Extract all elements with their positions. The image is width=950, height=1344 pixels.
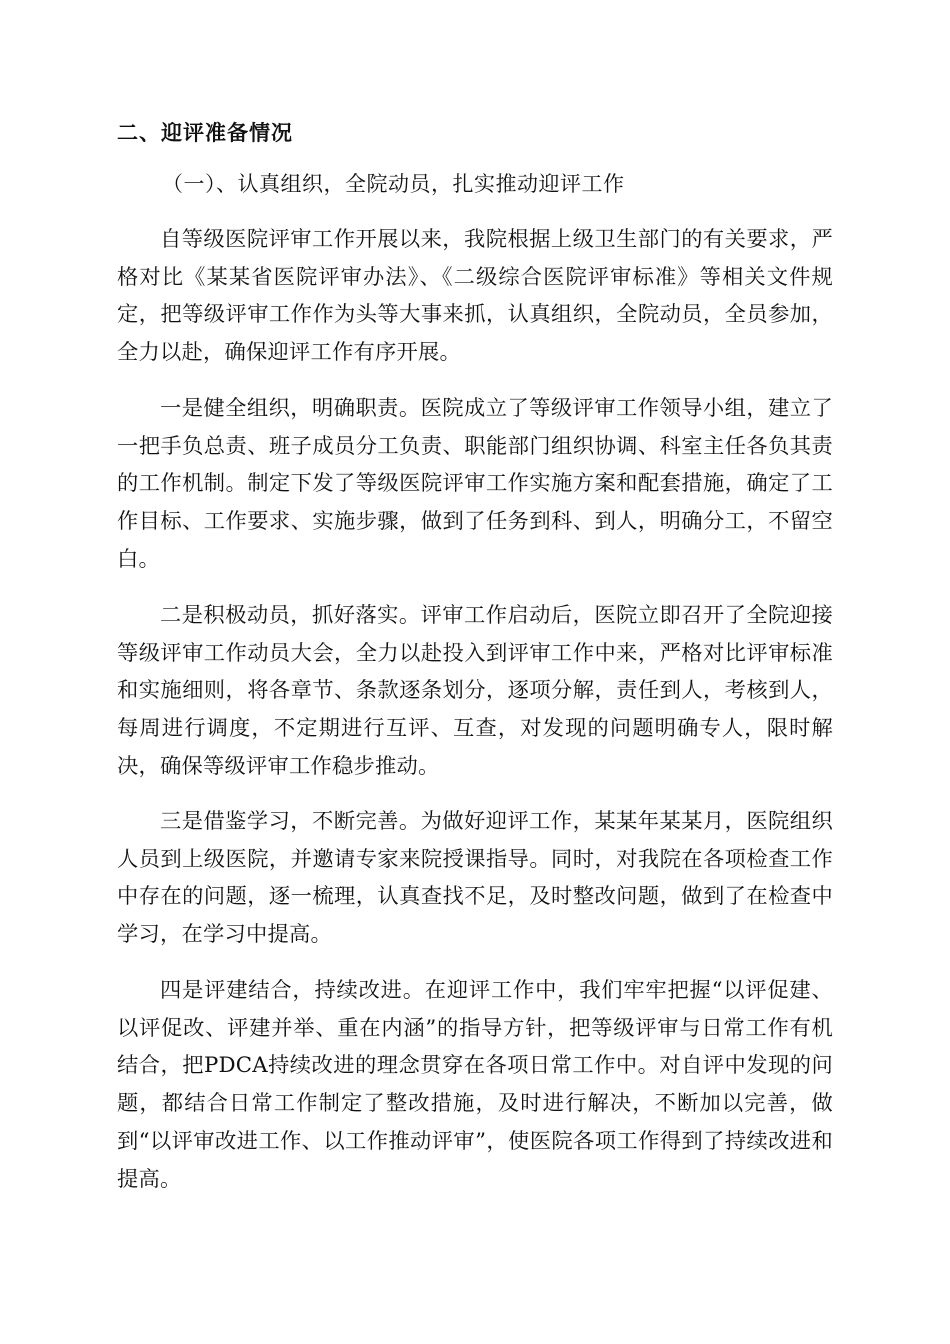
section-heading: 二、迎评准备情况	[117, 121, 293, 145]
section-subheading: （一）、认真组织，全院动员，扎实推动迎评工作	[162, 172, 625, 196]
paragraph-block-5	[117, 972, 833, 1198]
paragraph-point-three: 三是借鉴学习，不断完善。为做好迎评工作，某某年某某月，医院组织人员到上级医院，并邀请专家来院授课指导。同时，对我院在各项检查工作中存在的问题，逐一梳理，认真查找不足，及时整改问题，做到了在检查中学习，在学习中提高。	[117, 809, 833, 948]
paragraph-block-1	[117, 221, 833, 372]
paragraph-point-one: 一是健全组织，明确职责。医院成立了等级评审工作领导小组，建立了一把手负总责、班子成员分工负责、职能部门组织协调、科室主任各负其责的工作机制。制定下发了等级医院评审工作实施方案和配套措施，确定了工作目标、工作要求、实施步骤，做到了任务到科、到人，明确分工，不留空白。	[117, 396, 833, 572]
paragraph-block-4	[117, 803, 833, 954]
paragraph-block-3	[117, 597, 833, 786]
paragraph-point-two: 二是积极动员，抓好落实。评审工作启动后，医院立即召开了全院迎接等级评审工作动员大会，全力以赴投入到评审工作中来，严格对比评审标准和实施细则，将各章节、条款逐条划分，逐项分解，责任到人，考核到人，每周进行调度，不定期进行互评、互查，对发现的问题明确专人，限时解决，确保等级评审工作稳步推动。	[117, 603, 833, 779]
paragraph-block-2	[117, 390, 833, 579]
paragraph-point-four: 四是评建结合，持续改进。在迎评工作中，我们牢牢把握“以评促建、以评促改、评建并举、重在内涵”的指导方针，把等级评审与日常工作有机结合，把PDCA持续改进的理念贯穿在各项日常工作中。对自评中发现的问题，都结合日常工作制定了整改措施，及时进行解决，不断加以完善，做到“以评审改进工作、以工作推动评审”，使医院各项工作得到了持续改进和提高。	[117, 978, 833, 1192]
paragraph-intro: 自等级医院评审工作开展以来，我院根据上级卫生部门的有关要求，严格对比《某某省医院评审办法》、《二级综合医院评审标准》等相关文件规定，把等级评审工作作为头等大事来抓，认真组织，全院动员，全员参加，全力以赴，确保迎评工作有序开展。	[117, 227, 833, 366]
